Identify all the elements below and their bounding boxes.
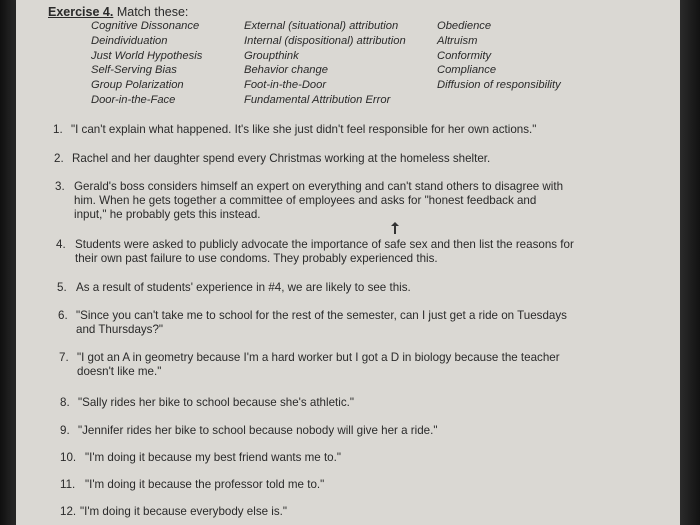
term-item: Foot-in-the-Door — [244, 79, 327, 92]
question-text: and Thursdays?" — [76, 323, 164, 336]
question-number: 2. — [54, 152, 64, 165]
question-text: input," he probably gets this instead. — [74, 208, 261, 221]
question-number: 6. — [58, 309, 68, 322]
question-text: doesn't like me." — [77, 365, 162, 378]
exercise-label: Exercise 4. — [48, 5, 114, 19]
term-item: Conformity — [437, 49, 492, 62]
question-text: their own past failure to use condoms. They probably experienced this. — [75, 252, 438, 265]
question-text: "I can't explain what happened. It's like she just didn't feel responsible for her own actions." — [71, 123, 537, 136]
term-item: Groupthink — [244, 49, 299, 62]
exercise-heading — [48, 5, 188, 19]
question-text: As a result of students' experience in #4, we are likely to see this. — [76, 281, 411, 294]
question-number: 12. — [60, 505, 77, 518]
question-text: Rachel and her daughter spend every Christmas working at the homeless shelter. — [72, 152, 491, 165]
term-item: Diffusion of responsibility — [437, 79, 561, 92]
question-number: 9. — [60, 424, 70, 437]
question-text: "I'm doing it because the professor told me to." — [85, 478, 325, 491]
question-text: "I'm doing it because my best friend wants me to." — [85, 451, 341, 464]
question-text: "Jennifer rides her bike to school because nobody will give her a ride." — [78, 424, 438, 437]
question-text: him. When he gets together a committee of employees and asks for "honest feedback and — [74, 194, 537, 207]
question-number: 7. — [59, 351, 69, 364]
question-text: "I'm doing it because everybody else is." — [80, 505, 288, 518]
term-item: Altruism — [437, 34, 478, 47]
term-item: Group Polarization — [91, 79, 184, 92]
question-text: "I got an A in geometry because I'm a hard worker but I got a D in biology because the teacher — [77, 351, 560, 364]
term-item: Obedience — [437, 20, 492, 32]
question-number: 8. — [60, 396, 70, 409]
term-item: Cognitive Dissonance — [91, 20, 200, 32]
term-item: Fundamental Attribution Error — [244, 93, 391, 106]
term-item: Internal (dispositional) attribution — [244, 34, 406, 47]
question-number: 1. — [53, 123, 63, 136]
question-number: 5. — [57, 281, 67, 294]
worksheet-page — [16, 0, 680, 525]
term-item: Just World Hypothesis — [91, 49, 203, 62]
question-text: "Sally rides her bike to school because she's athletic." — [78, 396, 354, 409]
term-item: Compliance — [437, 64, 497, 77]
question-number: 4. — [56, 238, 66, 251]
photo-left-edge — [0, 0, 16, 525]
terms-column-3 — [437, 19, 561, 93]
exercise-instruction: Match these: — [116, 5, 189, 19]
question-number: 3. — [55, 180, 65, 193]
terms-column-2 — [244, 19, 406, 108]
terms-column-1 — [91, 19, 202, 108]
question-text: "Since you can't take me to school for the rest of the semester, can I just get a ride on Tuesdays — [76, 309, 567, 322]
term-item: Self-Serving Bias — [91, 64, 177, 77]
question-text: Students were asked to publicly advocate the importance of safe sex and then list the reasons for — [75, 238, 574, 251]
term-item: External (situational) attribution — [244, 20, 399, 32]
term-item: Deindividuation — [91, 34, 168, 47]
question-number: 10. — [60, 451, 77, 464]
term-item: Door-in-the-Face — [91, 93, 176, 106]
question-text: Gerald's boss considers himself an expert on everything and can't stand others to disagree with — [74, 180, 564, 193]
question-number: 11. — [60, 478, 76, 491]
photo-right-edge — [680, 0, 700, 525]
mouse-cursor-icon — [390, 222, 400, 234]
term-item: Behavior change — [244, 64, 328, 77]
